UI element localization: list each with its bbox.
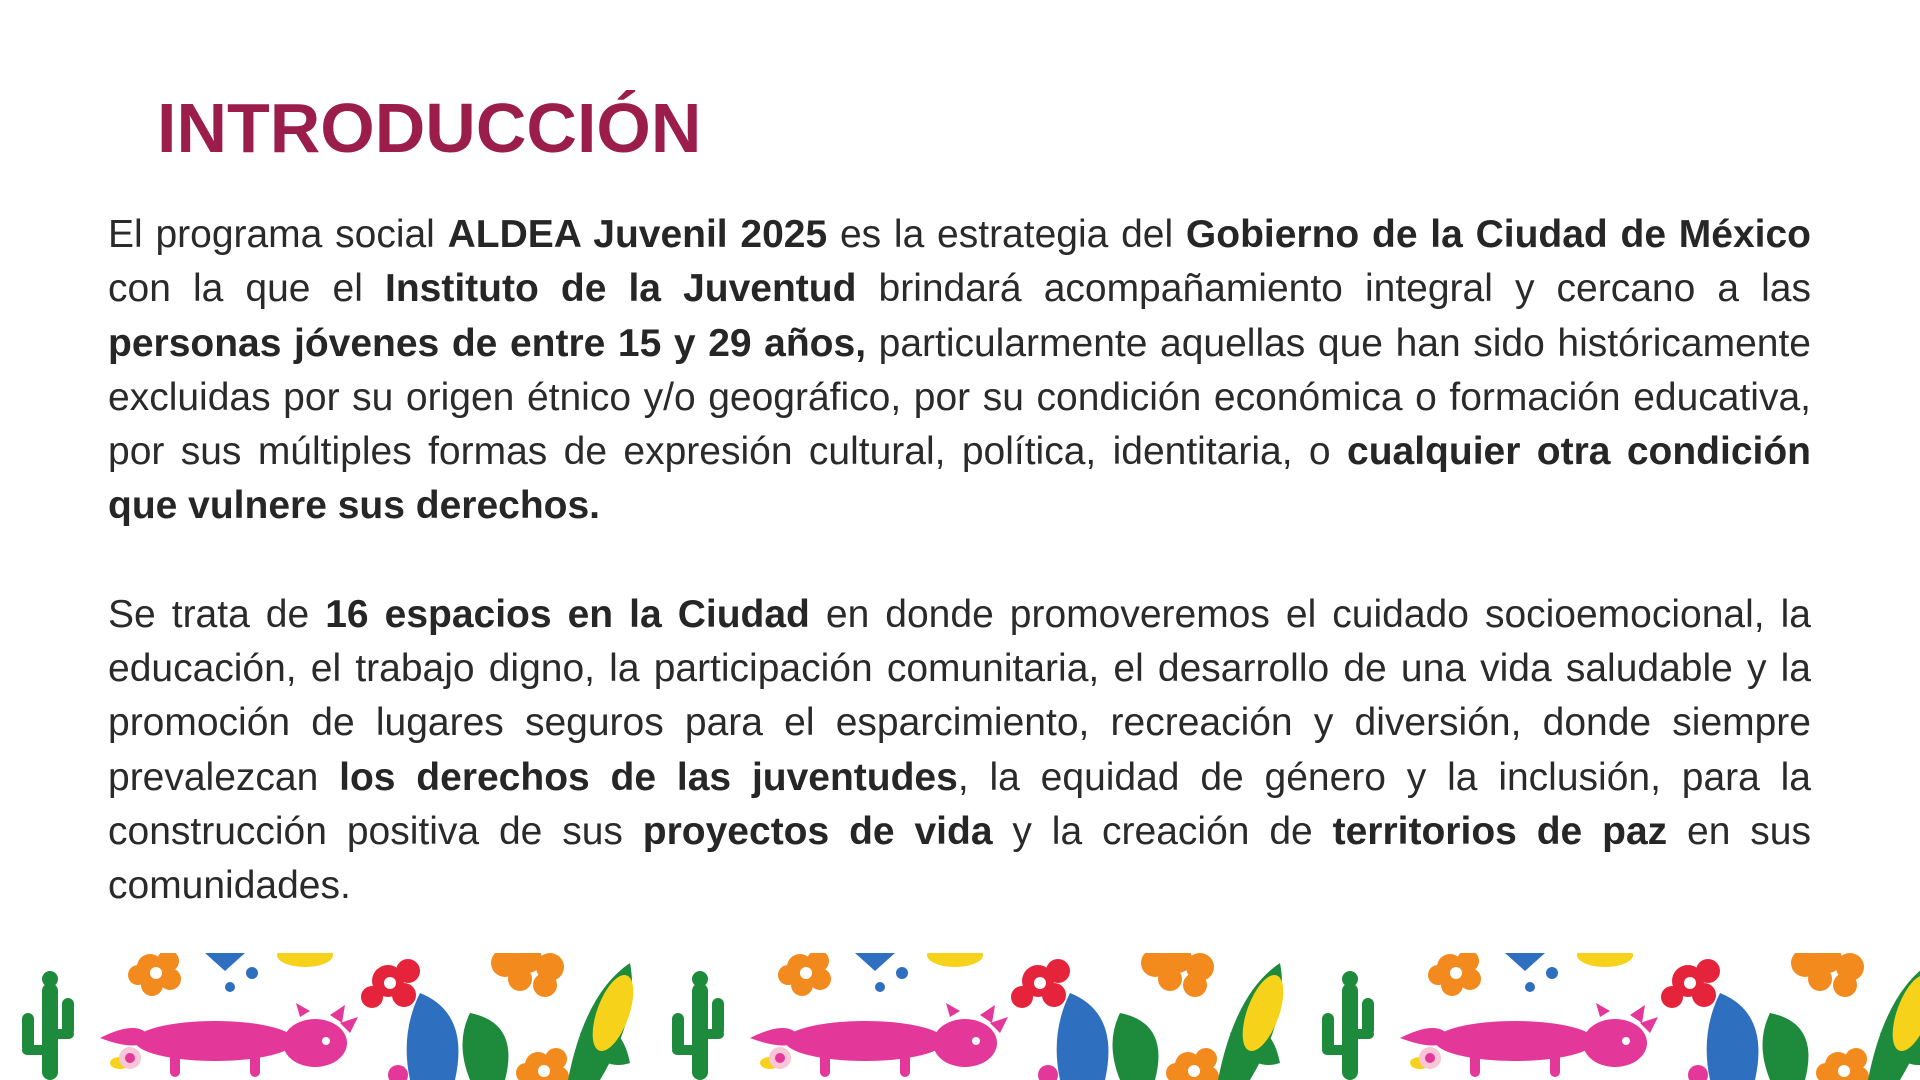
text-run: con la que el (108, 267, 385, 311)
bold-youth-rights: los derechos de las juventudes (339, 755, 958, 799)
bold-institute: Instituto de la Juventud (385, 267, 857, 311)
bold-program-name: ALDEA Juvenil 2025 (447, 213, 828, 256)
text-run: es la estrategia del (827, 213, 1186, 256)
text-run: particularmente aquellas que han sido históricamente excluidas por su origen étnico y/o geográfico, por su condición económica o formación educativa, por sus múltiples formas de expresión cultural, política, identitaria, o (108, 321, 1811, 474)
page-title: INTRODUCCIÓN (157, 89, 702, 167)
text-run: Se trata de (108, 592, 326, 636)
text-run: en donde promoveremos el cuidado socioemocional, la educación, el trabajo digno, la participación comunitaria, el desarrollo de una vida saludable y la promoción de lugares seguros para el esparcimiento, recreación y diversión, donde siempre prevalezcan (108, 592, 1811, 799)
folk-pattern (0, 953, 1920, 1080)
paragraph-2 (108, 588, 1811, 914)
decorative-border (0, 953, 1920, 1080)
text-run: , la equidad de género y la inclusión, para la construcción positiva de sus (108, 755, 1811, 853)
bold-government: Gobierno de la Ciudad de México (1185, 213, 1812, 256)
bold-peace-territories: territorios de paz (1332, 809, 1668, 853)
bold-age-range: personas jóvenes de entre 15 y 29 años, (108, 321, 867, 365)
bold-spaces: 16 espacios en la Ciudad (325, 592, 810, 636)
bold-rights: cualquier otra condición que vulnere sus derechos. (108, 430, 1812, 528)
paragraph-1 (108, 208, 1811, 534)
text-run: brindará acompañamiento integral y cercano a las (856, 267, 1811, 311)
text-run: y la creación de (992, 809, 1333, 853)
text-run: El programa social (108, 213, 448, 256)
intro-text (108, 208, 1811, 914)
text-run: en sus comunidades. (108, 809, 1811, 908)
bold-life-projects: proyectos de vida (642, 809, 993, 853)
